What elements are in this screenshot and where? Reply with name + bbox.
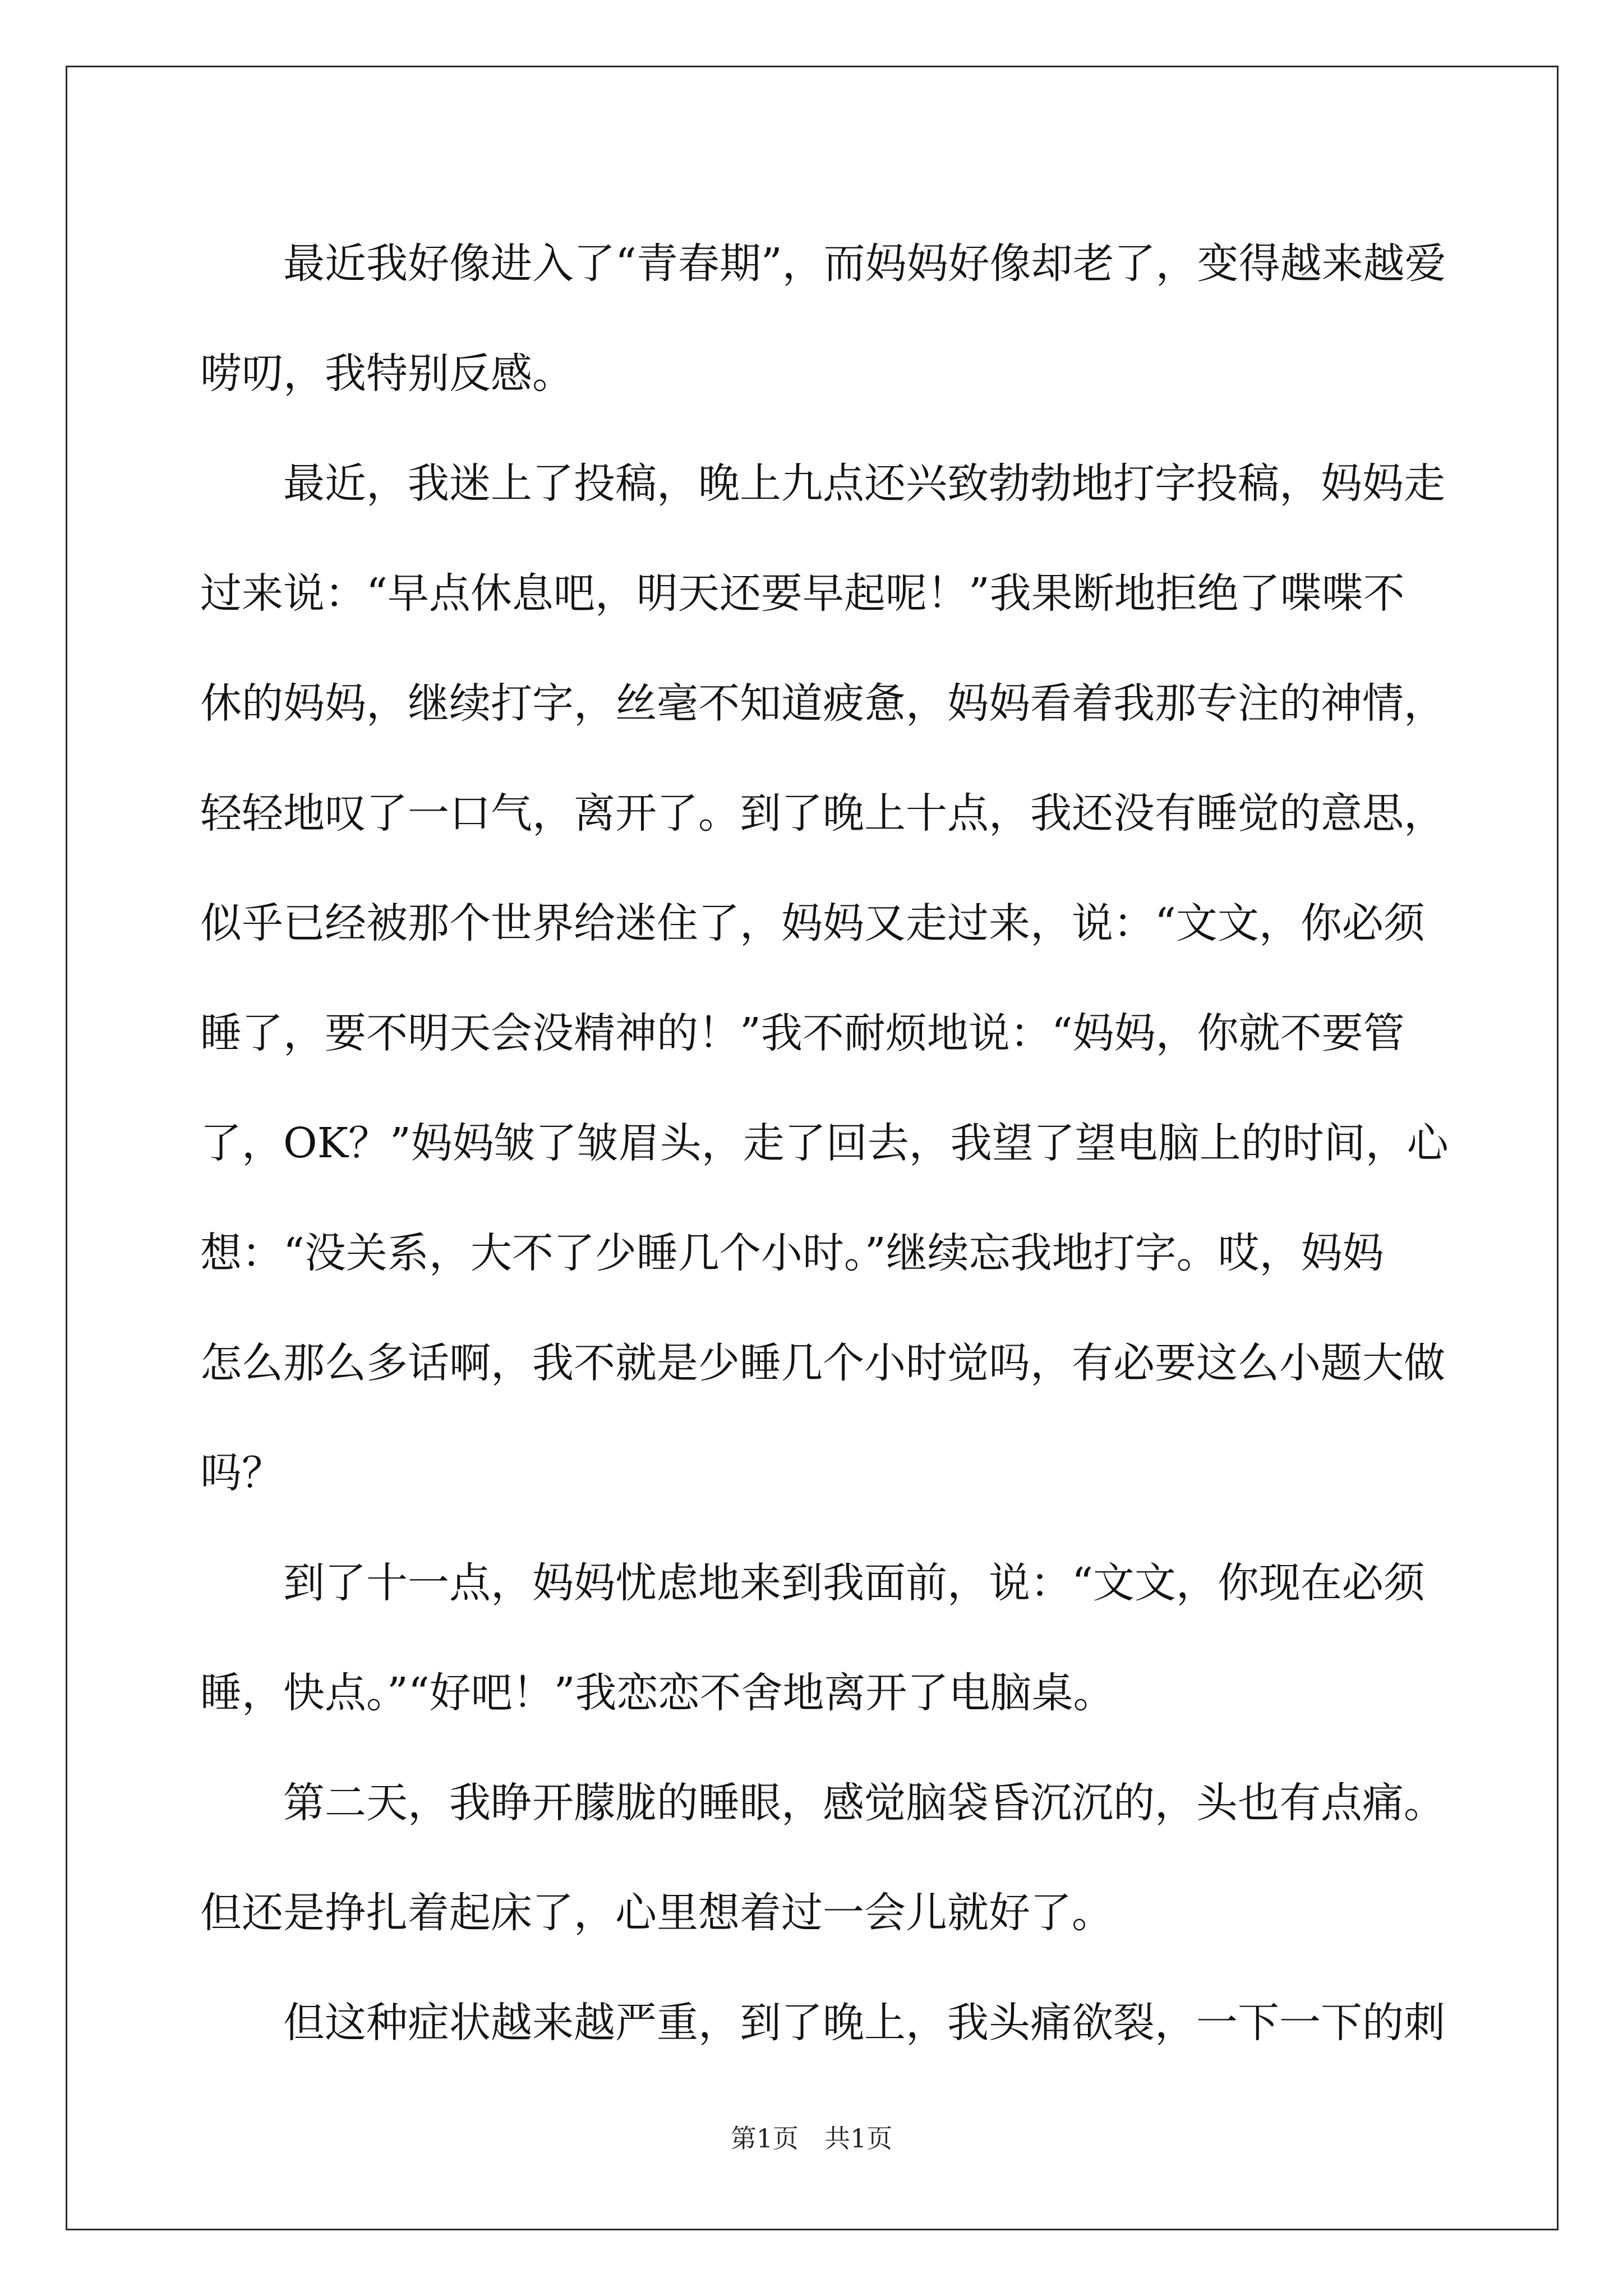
text-line: 但这种症状越来越严重，到了晚上，我头痛欲裂，一下一下的刺 [200,1999,1445,2047]
text-line: 睡，快点。”“好吧！”我恋恋不舍地离开了电脑桌。 [200,1669,1115,1717]
text-line: 但还是挣扎着起床了，心里想着过一会儿就好了。 [200,1889,1113,1937]
text-line: 休的妈妈，继续打字，丝毫不知道疲惫，妈妈看着我那专注的神情， [200,679,1445,728]
text-line: 想：“没关系，大不了少睡几个小时。”继续忘我地打字。哎，妈妈 [200,1229,1384,1277]
page-footer [0,2122,1623,2155]
text-line: 睡了，要不明天会没精神的！”我不耐烦地说：“妈妈，你就不要管 [200,1009,1405,1057]
text-line: 轻轻地叹了一口气，离开了。到了晚上十点，我还没有睡觉的意思， [200,789,1445,838]
text-line: 第二天，我睁开朦胧的睡眼，感觉脑袋昏沉沉的，头也有点痛。 [200,1779,1445,1827]
text-line: 吗？ [200,1449,283,1497]
text-line: 唠叨，我特别反感。 [200,349,574,398]
page-number: 第1页 共1页 [730,2123,893,2154]
document-body [200,209,1449,2078]
text-line: 最近我好像进入了“青春期”，而妈妈好像却老了，变得越来越爱 [200,240,1446,288]
text-line: 了，OK？”妈妈皱了皱眉头，走了回去，我望了望电脑上的时间，心 [200,1119,1449,1167]
text-line: 过来说：“早点休息吧，明天还要早起呢！”我果断地拒绝了喋喋不 [200,569,1405,618]
text-line: 似乎已经被那个世界给迷住了，妈妈又走过来，说：“文文，你必须 [200,899,1425,947]
text-line: 怎么那么多话啊，我不就是少睡几个小时觉吗，有必要这么小题大做 [200,1339,1445,1387]
text-line: 最近，我迷上了投稿，晚上九点还兴致勃勃地打字投稿，妈妈走 [200,459,1445,508]
text-line: 到了十一点，妈妈忧虑地来到我面前，说：“文文，你现在必须 [200,1559,1425,1607]
